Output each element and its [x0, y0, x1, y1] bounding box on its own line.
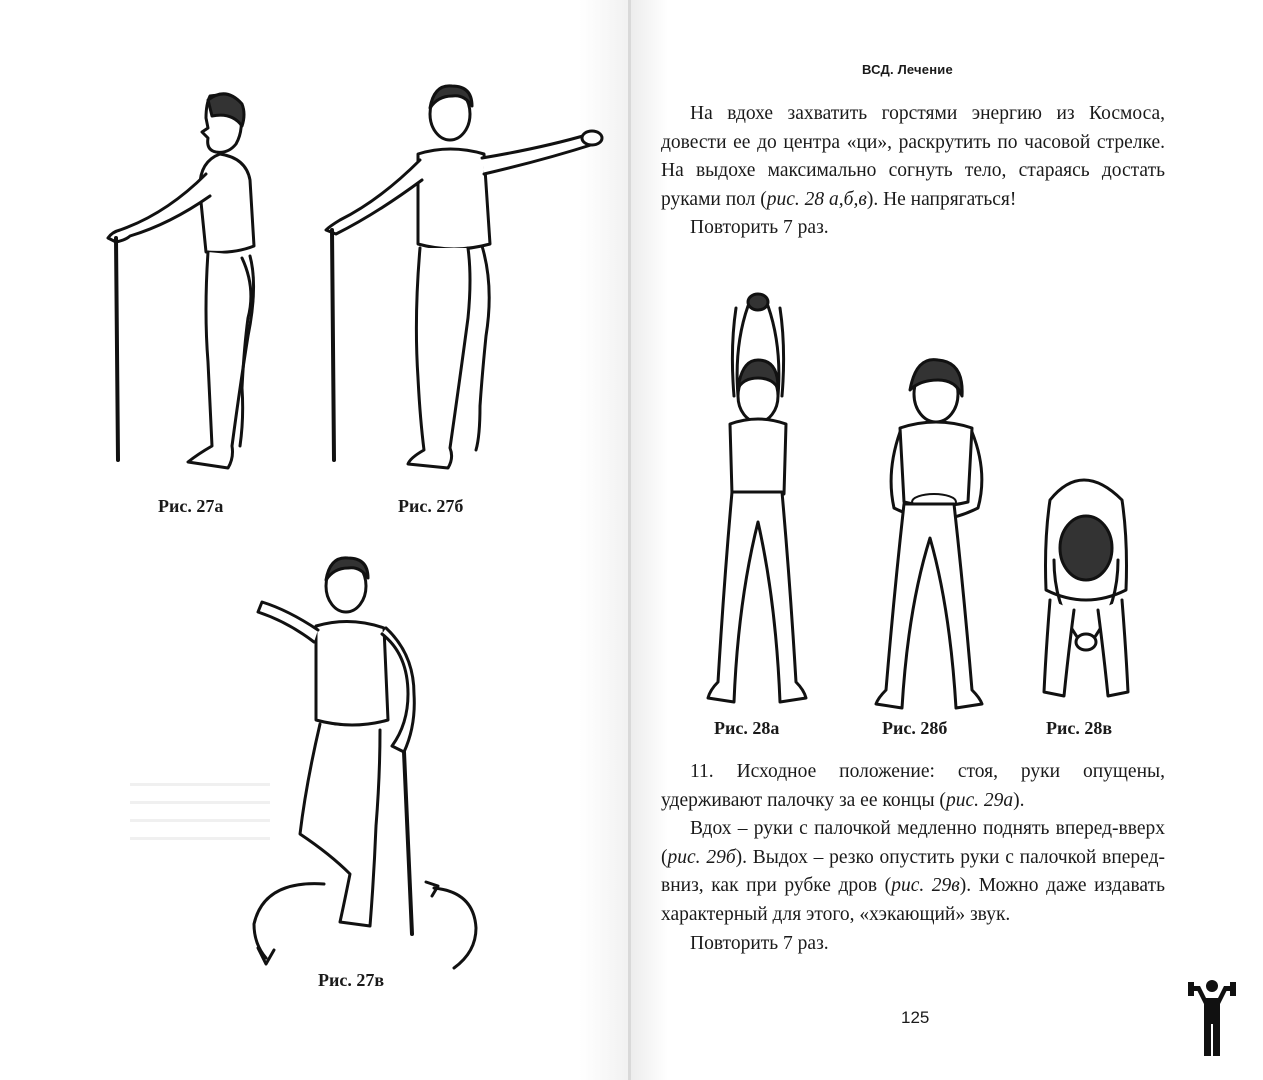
- figure-27a-illustration: [90, 88, 280, 478]
- text-part: На вдохе захватить горстями энергию из Космоса, довести ее до центра «ци», раскрутить по часовой стрелке. На выдохе максимально согнуть тело, стараясь достать руками пол (: [661, 103, 1165, 210]
- figure-27c-illustration: [244, 556, 494, 956]
- figure-reference: рис. 29а: [945, 789, 1014, 811]
- caption-fig-28b: Рис. 28б: [882, 718, 948, 738]
- paragraph-stick-exercise: [661, 758, 1165, 958]
- figure-reference: рис. 29в: [891, 875, 960, 897]
- paragraph-breathing-instruction: [661, 100, 1165, 243]
- text-part: ). Не напрягаться!: [866, 188, 1017, 210]
- text-part: ). Выдох – резко опустить руки с палочкой вперед-вниз, как при рубке дров (: [661, 846, 1165, 897]
- caption-fig-27c: Рис. 27в: [318, 970, 385, 990]
- text-part: ). Можно даже издавать характерный для этого, «хэкающий» звук.: [661, 875, 1165, 925]
- figure-reference: рис. 29б: [667, 846, 736, 868]
- book-spine: [628, 0, 631, 1080]
- caption-fig-27b: Рис. 27б: [398, 496, 464, 516]
- caption-fig-28a: Рис. 28а: [714, 718, 780, 738]
- text-part: ).: [1013, 789, 1025, 811]
- figure-reference: рис. 28 а,б,в: [766, 188, 867, 210]
- text-part: Вдох – руки с палочкой медленно поднять вперед-вверх (: [661, 818, 1165, 868]
- page-number: 125: [901, 1008, 930, 1027]
- caption-fig-27a: Рис. 27а: [158, 496, 224, 516]
- figure-28c-illustration: [1036, 460, 1136, 710]
- caption-fig-28c: Рис. 28в: [1046, 718, 1113, 738]
- text-part: 11. Исходное положение: стоя, руки опущены, удерживают палочку за ее концы (: [661, 761, 1165, 811]
- exercise-figure-icon: [1186, 976, 1238, 1063]
- repeat-instruction: Повторить 7 раз.: [690, 217, 829, 239]
- figure-28b-illustration: [870, 360, 1000, 710]
- running-head: ВСД. Лечение: [862, 62, 953, 77]
- figure-28a-illustration: [706, 292, 806, 706]
- figure-27b-illustration: [306, 86, 616, 478]
- repeat-instruction: Повторить 7 раз.: [690, 932, 829, 954]
